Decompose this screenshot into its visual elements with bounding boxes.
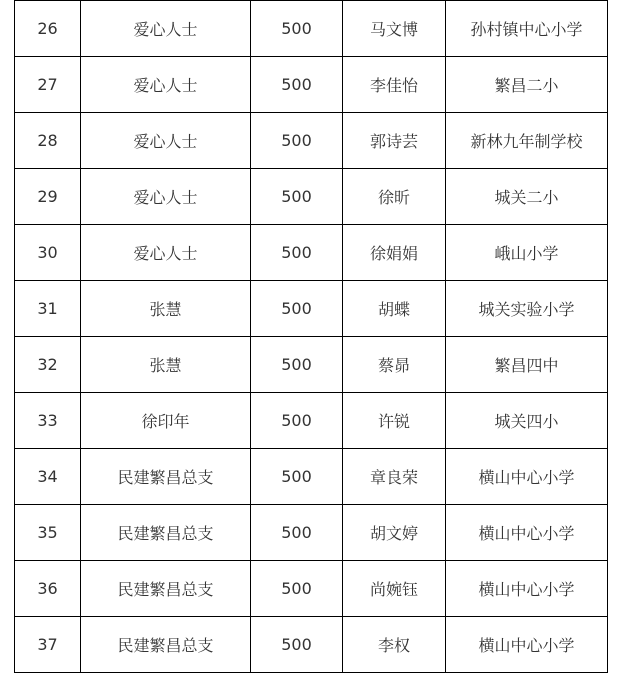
school-cell: 横山中心小学 — [446, 617, 608, 673]
amount-cell: 500 — [251, 393, 343, 449]
donor-cell: 张慧 — [81, 281, 251, 337]
donor-cell: 张慧 — [81, 337, 251, 393]
table-row — [15, 57, 608, 113]
amount-cell: 500 — [251, 1, 343, 57]
row-number-cell: 26 — [15, 1, 81, 57]
row-number-cell: 36 — [15, 561, 81, 617]
donor-cell: 爱心人士 — [81, 57, 251, 113]
row-number-cell: 27 — [15, 57, 81, 113]
donor-cell: 民建繁昌总支 — [81, 561, 251, 617]
student-name-cell: 章良荣 — [343, 449, 446, 505]
table-row — [15, 561, 608, 617]
student-name-cell: 尚婉钰 — [343, 561, 446, 617]
donation-table — [14, 0, 608, 673]
amount-cell: 500 — [251, 113, 343, 169]
school-cell: 横山中心小学 — [446, 505, 608, 561]
amount-cell: 500 — [251, 449, 343, 505]
table-row — [15, 1, 608, 57]
donor-cell: 爱心人士 — [81, 169, 251, 225]
row-number-cell: 32 — [15, 337, 81, 393]
school-cell: 横山中心小学 — [446, 561, 608, 617]
donor-cell: 民建繁昌总支 — [81, 617, 251, 673]
student-name-cell: 胡文婷 — [343, 505, 446, 561]
row-number-cell: 31 — [15, 281, 81, 337]
amount-cell: 500 — [251, 337, 343, 393]
school-cell: 孙村镇中心小学 — [446, 1, 608, 57]
school-cell: 城关实验小学 — [446, 281, 608, 337]
student-name-cell: 李佳怡 — [343, 57, 446, 113]
row-number-cell: 34 — [15, 449, 81, 505]
amount-cell: 500 — [251, 505, 343, 561]
student-name-cell: 李权 — [343, 617, 446, 673]
row-number-cell: 33 — [15, 393, 81, 449]
amount-cell: 500 — [251, 281, 343, 337]
student-name-cell: 郭诗芸 — [343, 113, 446, 169]
school-cell: 峨山小学 — [446, 225, 608, 281]
student-name-cell: 蔡昴 — [343, 337, 446, 393]
row-number-cell: 37 — [15, 617, 81, 673]
donor-cell: 民建繁昌总支 — [81, 505, 251, 561]
school-cell: 横山中心小学 — [446, 449, 608, 505]
donor-cell: 爱心人士 — [81, 1, 251, 57]
table-row — [15, 337, 608, 393]
amount-cell: 500 — [251, 169, 343, 225]
row-number-cell: 29 — [15, 169, 81, 225]
student-name-cell: 许锐 — [343, 393, 446, 449]
table-row — [15, 449, 608, 505]
table-body — [15, 1, 608, 673]
amount-cell: 500 — [251, 561, 343, 617]
student-name-cell: 徐娟娟 — [343, 225, 446, 281]
table-row — [15, 393, 608, 449]
amount-cell: 500 — [251, 225, 343, 281]
table-row — [15, 281, 608, 337]
school-cell: 新林九年制学校 — [446, 113, 608, 169]
school-cell: 繁昌四中 — [446, 337, 608, 393]
donor-cell: 爱心人士 — [81, 113, 251, 169]
table-row — [15, 225, 608, 281]
table-row — [15, 505, 608, 561]
row-number-cell: 35 — [15, 505, 81, 561]
row-number-cell: 30 — [15, 225, 81, 281]
donor-cell: 民建繁昌总支 — [81, 449, 251, 505]
table-row — [15, 617, 608, 673]
school-cell: 城关四小 — [446, 393, 608, 449]
table-row — [15, 169, 608, 225]
donor-cell: 徐印年 — [81, 393, 251, 449]
amount-cell: 500 — [251, 617, 343, 673]
school-cell: 城关二小 — [446, 169, 608, 225]
amount-cell: 500 — [251, 57, 343, 113]
donor-cell: 爱心人士 — [81, 225, 251, 281]
student-name-cell: 胡蝶 — [343, 281, 446, 337]
student-name-cell: 徐昕 — [343, 169, 446, 225]
school-cell: 繁昌二小 — [446, 57, 608, 113]
table-row — [15, 113, 608, 169]
student-name-cell: 马文博 — [343, 1, 446, 57]
row-number-cell: 28 — [15, 113, 81, 169]
